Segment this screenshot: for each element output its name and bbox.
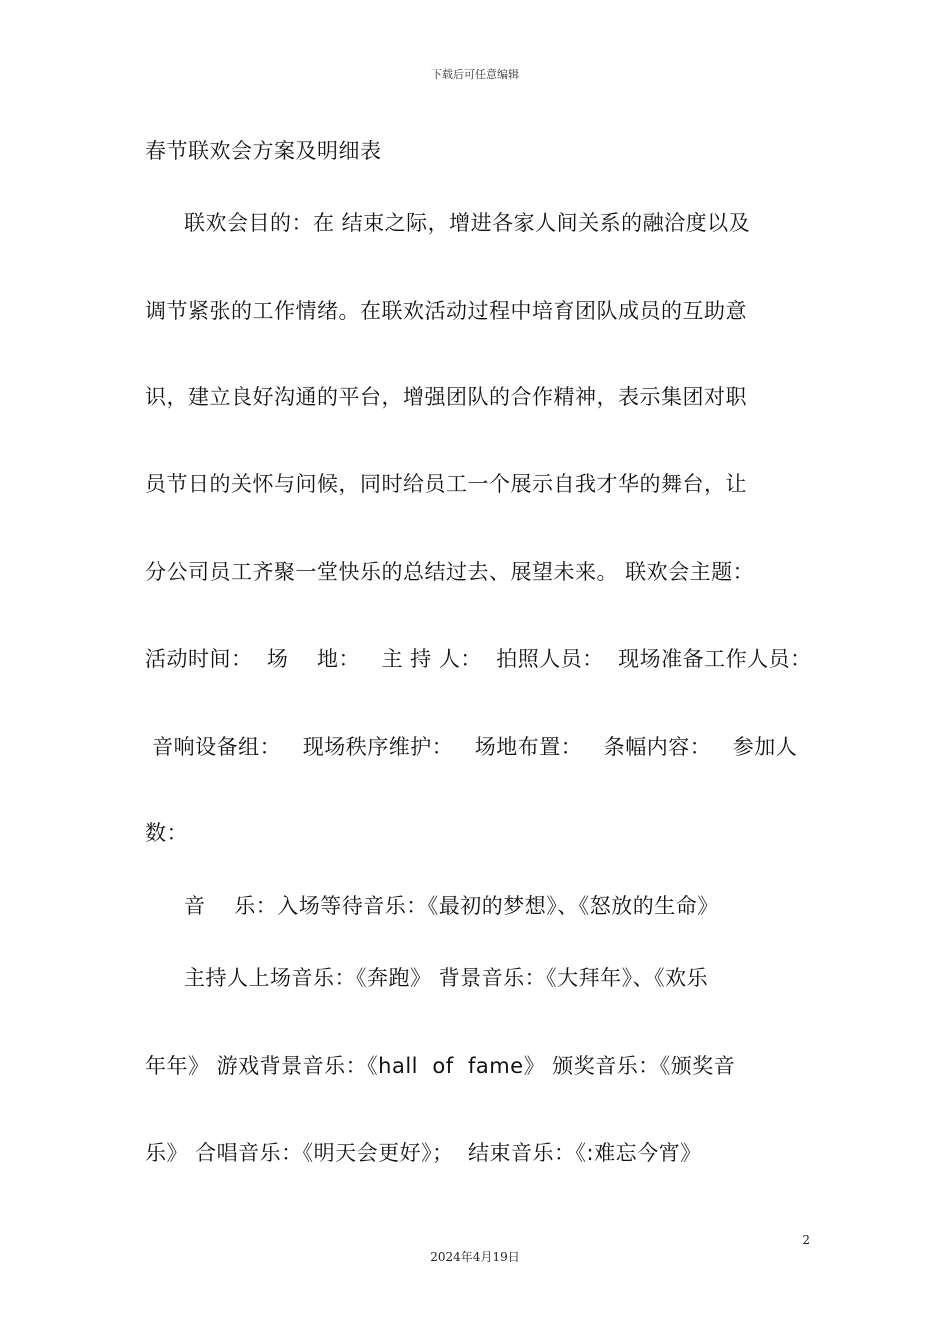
body-line: 分公司员工齐聚一堂快乐的总结过去、展望未来。 联欢会主题： — [145, 560, 755, 584]
body-line: 联欢会目的：在 结束之际，增进各家人间关系的融洽度以及 — [184, 211, 751, 235]
body-line: 数： — [145, 821, 188, 845]
body-line: 调节紧张的工作情绪。在联欢活动过程中培育团队成员的互助意 — [145, 299, 747, 323]
header-note: 下载后可任意编辑 — [431, 68, 519, 81]
body-line: 活动时间： 场 地： 主 持 人： 拍照人员： 现场准备工作人员： — [145, 647, 812, 671]
document-title: 春节联欢会方案及明细表 — [145, 139, 382, 163]
body-line: 乐》 合唱音乐：《明天会更好》； 结束音乐：《:难忘今宵》 — [145, 1141, 702, 1165]
body-line: 年年》 游戏背景音乐：《hall of fame》 颁奖音乐：《颁奖音 — [145, 1054, 736, 1078]
body-line: 员节日的关怀与问候，同时给员工一个展示自我才华的舞台，让 — [145, 472, 747, 496]
page-number: 2 — [802, 1233, 810, 1247]
body-line: 音 乐：入场等待音乐：《最初的梦想》、《怒放的生命》 — [184, 894, 719, 918]
footer-date: 2024年4月19日 — [430, 1250, 520, 1264]
body-line: 主持人上场音乐：《奔跑》 背景音乐：《大拜年》、《欢乐 — [184, 966, 709, 990]
body-line: 识，建立良好沟通的平台，增强团队的合作精神，表示集团对职 — [145, 385, 747, 409]
body-line: 音响设备组： 现场秩序维护： 场地布置： 条幅内容： 参加人 — [145, 735, 798, 759]
